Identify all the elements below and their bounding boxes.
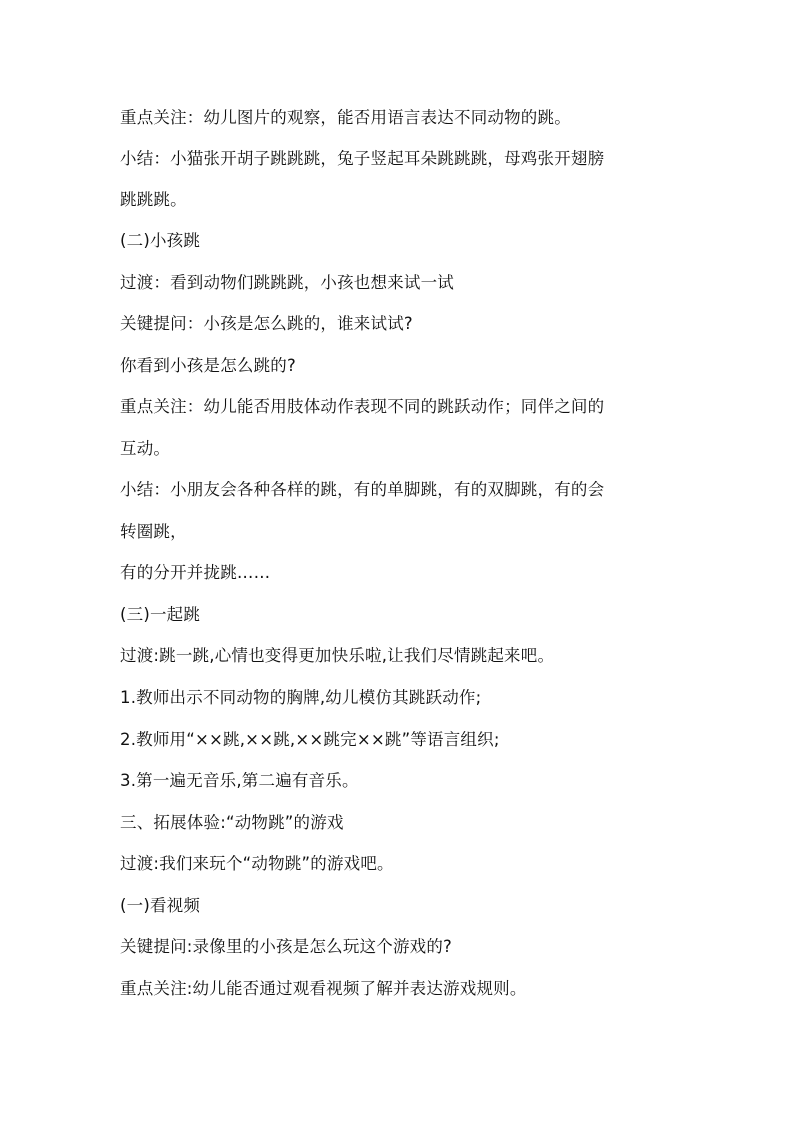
text-line: 互动。 xyxy=(120,439,171,458)
text-line: 有的分开并拢跳…… xyxy=(120,563,271,582)
text-line: 3.第一遍无音乐,第二遍有音乐。 xyxy=(120,771,359,790)
text-line: 重点关注:幼儿能否通过观看视频了解并表达游戏规则。 xyxy=(120,979,527,998)
text-line: 过渡：看到动物们跳跳跳，小孩也想来试一试 xyxy=(120,273,454,292)
text-line: 重点关注：幼儿图片的观察，能否用语言表达不同动物的跳。 xyxy=(120,108,571,127)
text-line: 过渡:我们来玩个“动物跳”的游戏吧。 xyxy=(120,854,394,873)
text-line: 跳跳跳。 xyxy=(120,190,187,209)
text-line: 2.教师用“××跳,××跳,××跳完××跳”等语言组织; xyxy=(120,730,500,749)
text-line: 转圈跳， xyxy=(120,522,187,541)
text-line: (一)看视频 xyxy=(120,896,201,915)
text-line: 1.教师出示不同动物的胸牌,幼儿模仿其跳跃动作; xyxy=(120,688,482,707)
text-line: 重点关注：幼儿能否用肢体动作表现不同的跳跃动作；同伴之间的 xyxy=(120,397,605,416)
text-line: 小结：小猫张开胡子跳跳跳，兔子竖起耳朵跳跳跳，母鸡张开翅膀 xyxy=(120,149,605,168)
text-line: 三、拓展体验:“动物跳”的游戏 xyxy=(120,813,344,832)
text-line: 过渡:跳一跳,心情也变得更加快乐啦,让我们尽情跳起来吧。 xyxy=(120,646,555,665)
text-line: (三)一起跳 xyxy=(120,605,201,624)
text-line: (二)小孩跳 xyxy=(120,231,201,250)
text-line: 关键提问：小孩是怎么跳的，谁来试试? xyxy=(120,314,413,333)
text-line: 小结：小朋友会各种各样的跳，有的单脚跳，有的双脚跳，有的会 xyxy=(120,480,605,499)
text-line: 关键提问:录像里的小孩是怎么玩这个游戏的? xyxy=(120,937,453,956)
text-line: 你看到小孩是怎么跳的? xyxy=(120,356,296,375)
